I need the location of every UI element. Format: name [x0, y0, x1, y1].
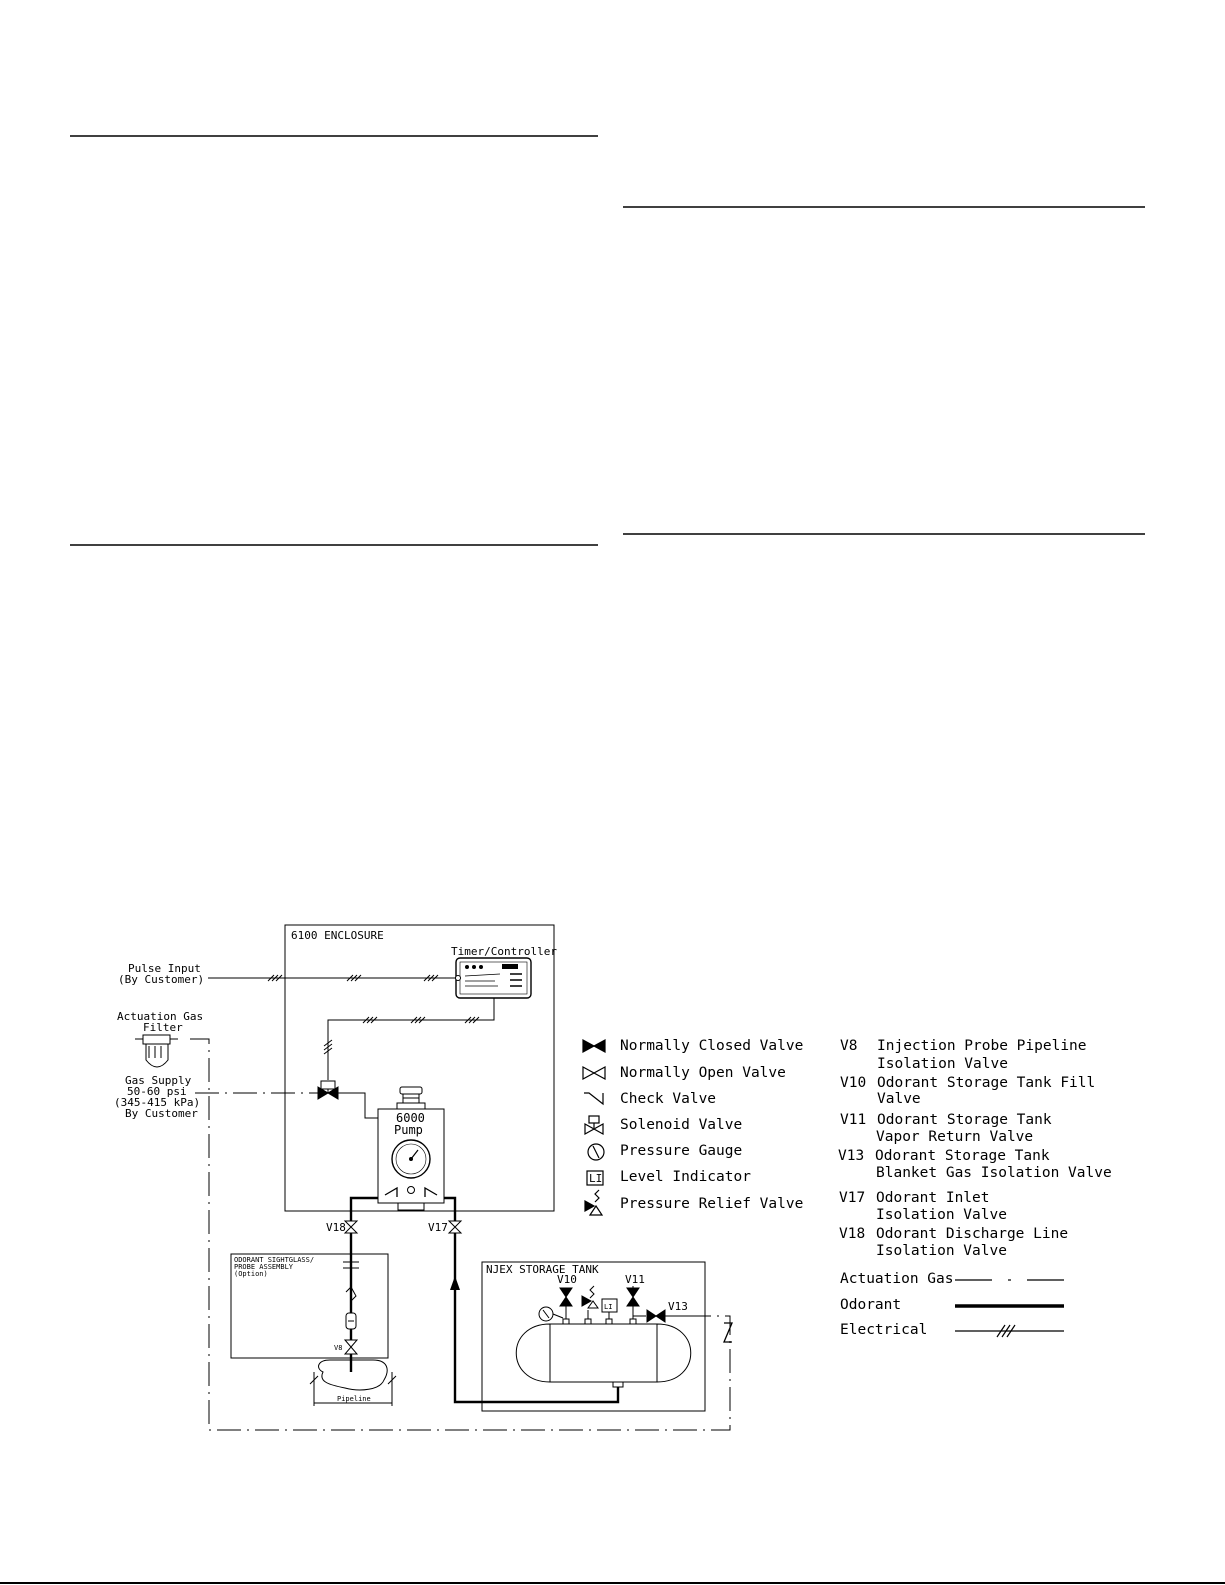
valve-legend-v8-line1: Injection Probe Pipeline: [877, 1038, 1087, 1054]
legend-check-valve: Check Valve: [620, 1091, 717, 1107]
line-legend-actuation-gas: Actuation Gas: [840, 1271, 954, 1287]
pump-label-2: Pump: [394, 1123, 423, 1137]
sightglass-label-1: ODORANT SIGHTGLASS/: [234, 1256, 315, 1264]
valve-legend-v13-line1: Odorant Storage Tank: [875, 1148, 1050, 1164]
pressure-relief-valve-icon: [585, 1190, 602, 1215]
gas-supply-label-1: Gas Supply: [125, 1074, 192, 1087]
v11-tag: V11: [625, 1273, 645, 1286]
valve-legend-v18-line2: Isolation Valve: [876, 1243, 1007, 1259]
normally-open-valve-icon: [583, 1067, 605, 1079]
legend-solenoid-valve: Solenoid Valve: [620, 1117, 743, 1133]
electrical-lines: [208, 975, 494, 1080]
gas-supply-label-2: 50-60 psi: [127, 1085, 187, 1098]
v13-tag: V13: [668, 1300, 688, 1313]
storage-tank-title: NJEX STORAGE TANK: [486, 1263, 599, 1276]
v8-tag: V8: [334, 1344, 343, 1352]
filter-label-1: Actuation Gas: [117, 1010, 204, 1023]
valve-legend-v8-line2: Isolation Valve: [877, 1056, 1008, 1072]
tank-pressure-gauge: [539, 1307, 563, 1321]
timer-controller: [456, 958, 532, 998]
valve-legend-v13-line2: Blanket Gas Isolation Valve: [876, 1165, 1112, 1181]
v13-valve: [647, 1310, 665, 1322]
pipeline-label: Pipeline: [337, 1395, 371, 1403]
pump-6000: [378, 1087, 444, 1210]
pressure-gauge-icon: [588, 1144, 604, 1160]
valve-legend-v8-tag: V8: [840, 1038, 858, 1054]
v10-valve: [560, 1288, 572, 1306]
sightglass-label-2: PROBE ASSEMBLY: [234, 1263, 294, 1271]
valve-legend-v10-line1: Odorant Storage Tank Fill: [877, 1075, 1096, 1091]
tank-li-label: LI: [604, 1303, 613, 1311]
valve-legend-v11-tag: V11: [840, 1112, 867, 1128]
tank-relief-valve: [582, 1286, 598, 1308]
valve-legend-v11-line2: Vapor Return Valve: [876, 1129, 1034, 1145]
symbol-legend-icons: [583, 1040, 605, 1215]
solenoid-valve: [318, 1081, 338, 1099]
blanket-gas-check-valve: [724, 1323, 732, 1342]
valve-legend-v13-tag: V13: [838, 1148, 865, 1164]
legend-li-text: LI: [589, 1172, 603, 1185]
valve-legend-v10-line2: Valve: [877, 1091, 921, 1107]
solenoid-valve-icon: [585, 1116, 603, 1134]
v18-tag: V18: [326, 1221, 346, 1234]
v11-valve: [627, 1288, 639, 1306]
valve-legend-v17-line1: Odorant Inlet: [876, 1190, 990, 1206]
legend-normally-open: Normally Open Valve: [620, 1065, 786, 1081]
v17-tag: V17: [428, 1221, 448, 1234]
check-valve-icon: [584, 1093, 603, 1104]
pump-label-1: 6000: [396, 1111, 425, 1125]
normally-closed-valve-icon: [583, 1040, 605, 1052]
valve-legend-v18-line1: Odorant Discharge Line: [876, 1226, 1069, 1242]
actuation-gas-filter: [135, 1035, 178, 1067]
valve-legend-v18-tag: V18: [839, 1226, 866, 1242]
timer-controller-label: Timer/Controller: [451, 945, 557, 958]
v17-valve: [449, 1221, 461, 1233]
legend-level-indicator: Level Indicator: [620, 1169, 751, 1185]
enclosure-title: 6100 ENCLOSURE: [291, 929, 384, 942]
v10-tag: V10: [557, 1273, 577, 1286]
valve-legend-v17-line2: Isolation Valve: [876, 1207, 1007, 1223]
filter-label-2: Filter: [143, 1021, 183, 1034]
line-legend-odorant: Odorant: [840, 1297, 902, 1313]
gas-supply-label-4: By Customer: [125, 1107, 198, 1120]
odorant-flow-arrow: [450, 1276, 460, 1290]
legend-normally-closed: Normally Closed Valve: [620, 1038, 804, 1054]
valve-legend: [838, 1038, 1112, 1259]
valve-legend-v11-line1: Odorant Storage Tank: [877, 1112, 1052, 1128]
legend-pressure-relief: Pressure Relief Valve: [620, 1196, 804, 1212]
sightglass-label-3: (Option): [234, 1270, 268, 1278]
line-legend-samples: [955, 1280, 1064, 1337]
valve-legend-v17-tag: V17: [839, 1190, 866, 1206]
valve-legend-v10-tag: V10: [840, 1075, 867, 1091]
pulse-input-label-1: Pulse Input: [128, 962, 201, 975]
legend-pressure-gauge: Pressure Gauge: [620, 1143, 743, 1159]
v18-valve: [345, 1221, 357, 1233]
gas-supply-label-3: (345-415 kPa): [114, 1096, 201, 1109]
pulse-input-label-2: (By Customer): [118, 973, 205, 986]
actuation-gas-to-pump: [338, 1093, 378, 1118]
line-legend-electrical: Electrical: [840, 1322, 928, 1338]
